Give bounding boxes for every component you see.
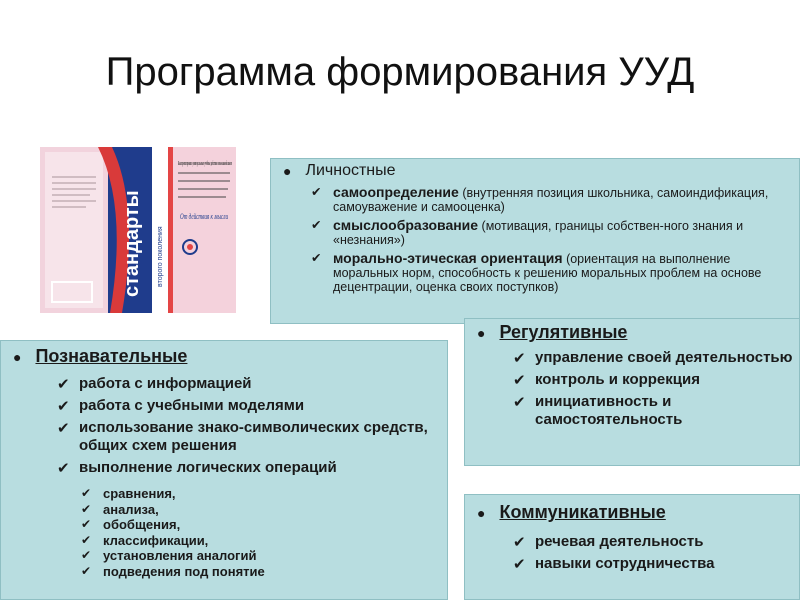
regulative-heading-text: Регулятивные [499, 322, 628, 342]
personal-uud-box [270, 158, 800, 324]
check-icon: ✔ [81, 501, 92, 516]
bullet-dot-icon: ● [477, 504, 486, 521]
list-item [311, 185, 795, 214]
item-text: классификации, [103, 532, 209, 548]
item-term: морально-этическая ориентация [333, 250, 563, 266]
list-item [513, 393, 793, 429]
check-icon: ✔ [311, 184, 322, 199]
sublist-item [81, 502, 421, 518]
list-item [513, 371, 793, 389]
book-cover-title: Как проектировать универсальные учебные действия в начальной школе [178, 160, 233, 167]
item-desc: (ориентация на выполнение моральных норм, способность к решению моральных проблем на основе децентрации, оценка своих поступков) [333, 252, 762, 294]
check-icon: ✔ [57, 419, 70, 437]
regulative-list [513, 349, 793, 433]
check-icon: ✔ [513, 393, 526, 411]
sublist-item [81, 486, 421, 502]
regulative-uud-box [464, 318, 800, 466]
check-icon: ✔ [513, 371, 526, 389]
item-text: установления аналогий [103, 548, 257, 563]
cognitive-uud-box [0, 340, 448, 600]
personal-list [311, 185, 795, 298]
list-item [311, 251, 795, 294]
item-term: смыслообразование [333, 217, 479, 233]
list-item [57, 419, 437, 455]
item-text: использование знако-символических средств, общих схем решения [79, 419, 428, 454]
check-icon: ✔ [311, 250, 322, 265]
item-text: инициативность и самостоятельность [535, 393, 683, 428]
page-title: Программа формирования УУД [105, 50, 695, 94]
item-text: управление своей деятельностью [535, 349, 793, 366]
communicative-heading-text: Коммуникативные [499, 502, 666, 522]
list-item [513, 555, 793, 573]
bullet-dot-icon: ● [13, 348, 22, 365]
check-icon: ✔ [513, 555, 526, 573]
item-text: навыки сотрудничества [535, 555, 715, 572]
check-icon: ✔ [513, 533, 526, 551]
book-cover-subtitle: От действия к мысли [180, 212, 228, 221]
item-desc: (мотивация, границы собствен-ного знания и «незнания») [333, 219, 744, 247]
check-icon: ✔ [57, 375, 70, 393]
cognitive-heading-text: Познавательные [35, 346, 188, 366]
check-icon: ✔ [57, 397, 70, 415]
check-icon: ✔ [81, 517, 92, 531]
item-desc: (внутренняя позиция школьника, самоиндификация, самоуважение и самооценка) [333, 186, 769, 214]
communicative-heading [477, 502, 666, 523]
book-series-text: второго поколения [157, 226, 164, 287]
item-text: обобщения, [103, 517, 181, 532]
list-item [513, 349, 793, 367]
check-icon: ✔ [513, 349, 526, 367]
item-text: подведения под понятие [103, 563, 265, 579]
sublist-item [81, 548, 421, 564]
bullet-dot-icon: ● [477, 324, 486, 341]
item-text: сравнения, [103, 486, 176, 501]
list-item [311, 218, 795, 247]
list-item [57, 397, 437, 415]
item-text: речевая деятельность [535, 533, 704, 550]
item-text: контроль и коррекция [535, 371, 700, 388]
list-item [513, 533, 793, 551]
check-icon: ✔ [311, 217, 322, 232]
item-term: самоопределение [333, 184, 459, 200]
cognitive-sublist [81, 486, 421, 579]
communicative-list [513, 533, 793, 577]
communicative-uud-box [464, 494, 800, 600]
check-icon: ✔ [81, 563, 92, 578]
list-item [57, 375, 437, 393]
regulative-heading [477, 322, 627, 343]
sublist-item [81, 517, 421, 533]
book-cover-image [40, 147, 236, 313]
book-spine-text: стандарты [121, 190, 143, 297]
item-text: анализа, [103, 501, 159, 517]
check-icon: ✔ [81, 548, 92, 562]
personal-heading-text: Личностные [305, 162, 396, 179]
check-icon: ✔ [81, 532, 92, 547]
item-text: работа с учебными моделями [79, 397, 305, 414]
sublist-item [81, 533, 421, 549]
sublist-item [81, 564, 421, 580]
list-item [57, 459, 437, 477]
check-icon: ✔ [57, 459, 70, 477]
cognitive-list [57, 375, 437, 481]
check-icon: ✔ [81, 486, 92, 500]
item-text: выполнение логических операций [79, 459, 337, 476]
item-text: работа с информацией [79, 375, 252, 392]
bullet-dot-icon: ● [283, 163, 292, 179]
personal-heading [283, 162, 396, 180]
cognitive-heading [13, 346, 187, 367]
